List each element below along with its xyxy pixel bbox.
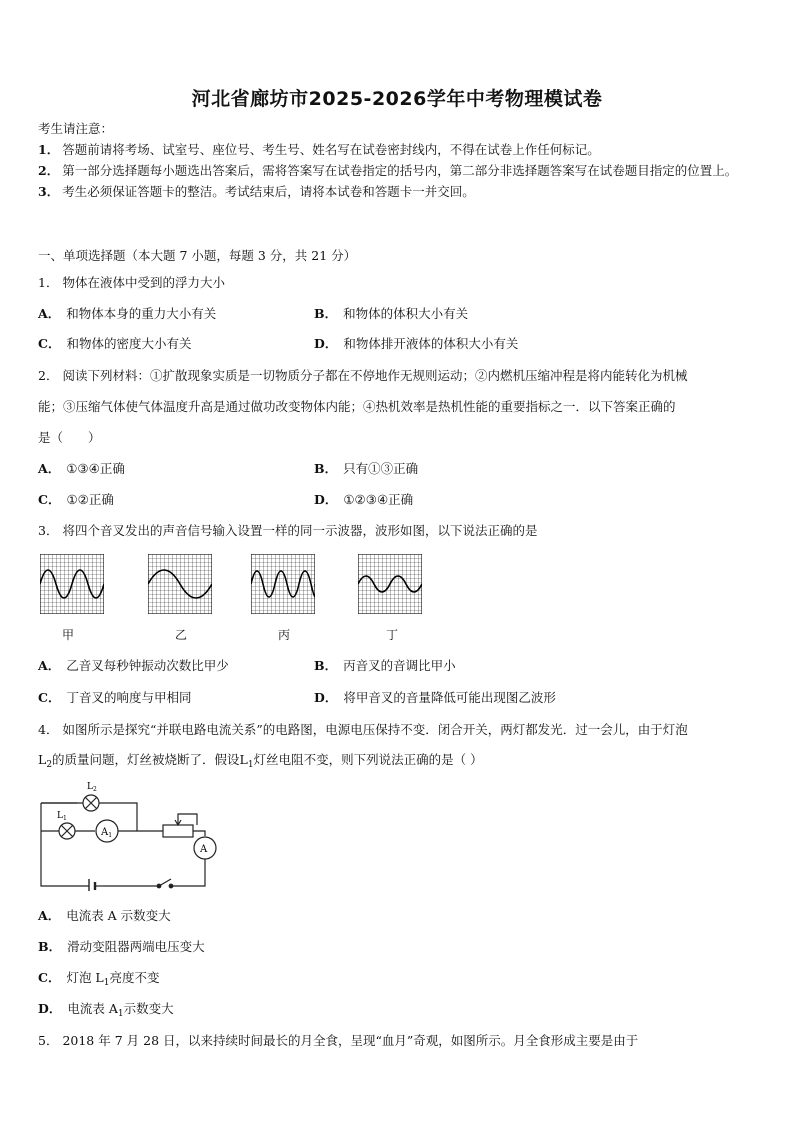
q3-option-d[interactable]: D． 将甲音叉的音量降低可能出现图乙波形 xyxy=(314,690,556,705)
q3-option-c[interactable]: C． 丁音叉的响度与甲相同 xyxy=(38,690,192,705)
question-4-stem-line: $L_2$的质量问题，灯丝被烧断了．假设$L_1$灯丝电阻不变，则下列说法正确的是（ ） xyxy=(38,752,483,770)
notice-text: 答题前请将考场、试室号、座位号、考生号、姓名写在试卷密封线内，不得在试卷上作任何标记。 xyxy=(62,142,600,157)
wave-label-yi: 乙 xyxy=(175,628,188,642)
notice-text: 第一部分选择题每小题选出答案后，需将答案写在试卷指定的括号内，第二部分非选择题答案写在试卷题目指定的位置上。 xyxy=(62,163,738,178)
oscilloscope-wave-ding xyxy=(358,554,422,614)
q4-option-c[interactable]: C． 灯泡 $L_1$亮度不变 xyxy=(38,970,160,988)
question-5-stem: 5． 2018 年 7 月 28 日，以来持续时间最长的月全食，呈现“血月”奇观，如图所示。月全食形成主要是由于 xyxy=(38,1033,639,1048)
question-2-stem-line: 能；③压缩气体使气体温度升高是通过做功改变物体内能；④热机效率是热机性能的重要指标之一．以下答案正确的 xyxy=(38,399,676,414)
q1-option-b[interactable]: B． 和物体的体积大小有关 xyxy=(314,306,469,321)
q3-option-a[interactable]: A． 乙音叉每秒钟振动次数比甲少 xyxy=(38,658,229,673)
notice-item xyxy=(38,139,758,160)
wave-label-jia: 甲 xyxy=(62,628,75,642)
notice-heading: 考生请注意： xyxy=(38,121,114,136)
notice-num: 3． xyxy=(38,184,60,199)
exam-notice xyxy=(38,118,758,202)
q2-option-b[interactable]: B． 只有①③正确 xyxy=(314,461,419,476)
notice-num: 2． xyxy=(38,163,60,178)
notice-text: 考生必须保证答题卡的整洁。考试结束后，请将本试卷和答题卡一并交回。 xyxy=(62,184,475,199)
section-heading: 一、单项选择题（本大题 7 小题，每题 3 分，共 21 分） xyxy=(38,248,357,263)
q4-option-a[interactable]: A． 电流表 A 示数变大 xyxy=(38,908,171,923)
q4-option-d[interactable]: D． 电流表 $A_1$示数变大 xyxy=(38,1001,174,1019)
q1-option-c[interactable]: C． 和物体的密度大小有关 xyxy=(38,336,192,351)
question-2-stem-line: 是（ ） xyxy=(38,430,101,445)
q2-option-a[interactable]: A． ①③④正确 xyxy=(38,461,125,476)
q2-option-c[interactable]: C． ①②正确 xyxy=(38,492,114,507)
question-1-stem: 1． 物体在液体中受到的浮力大小 xyxy=(38,275,225,290)
ammeter-a-label: A xyxy=(200,844,208,855)
lamp-l2-label: $L_2$ xyxy=(87,782,97,793)
oscilloscope-wave-jia xyxy=(40,554,104,614)
q1-option-a[interactable]: A． 和物体本身的重力大小有关 xyxy=(38,306,217,321)
wave-label-bing: 丙 xyxy=(278,628,291,642)
notice-item xyxy=(38,160,758,181)
notice-num: 1． xyxy=(38,142,60,157)
wave-label-ding: 丁 xyxy=(386,628,399,642)
q1-option-d[interactable]: D． 和物体排开液体的体积大小有关 xyxy=(314,336,519,351)
ammeter-a1-label: $A_1$ xyxy=(101,827,113,839)
oscilloscope-wave-yi xyxy=(148,554,212,614)
question-2-stem: 2． 阅读下列材料：①扩散现象实质是一切物质分子都在不停地作无规则运动；②内燃机压缩冲程是将内能转化为机械 xyxy=(38,368,688,383)
page-title: 河北省廊坊市2025-2026学年中考物理模试卷 xyxy=(191,88,603,110)
question-3-stem: 3． 将四个音叉发出的声音信号输入设置一样的同一示波器，波形如图，以下说法正确的是 xyxy=(38,523,538,538)
q3-option-b[interactable]: B． 丙音叉的音调比甲小 xyxy=(314,658,456,673)
oscilloscope-wave-bing xyxy=(251,554,315,614)
parallel-circuit-diagram xyxy=(37,776,227,891)
notice-item xyxy=(38,181,758,202)
question-4-stem: 4． 如图所示是探究“并联电路电流关系”的电路图，电源电压保持不变．闭合开关，两灯都发光．过一会儿，由于灯泡 xyxy=(38,722,688,737)
q4-option-b[interactable]: B． 滑动变阻器两端电压变大 xyxy=(38,939,205,954)
lamp-l1-label: $L_1$ xyxy=(57,811,67,822)
q2-option-d[interactable]: D． ①②③④正确 xyxy=(314,492,414,507)
